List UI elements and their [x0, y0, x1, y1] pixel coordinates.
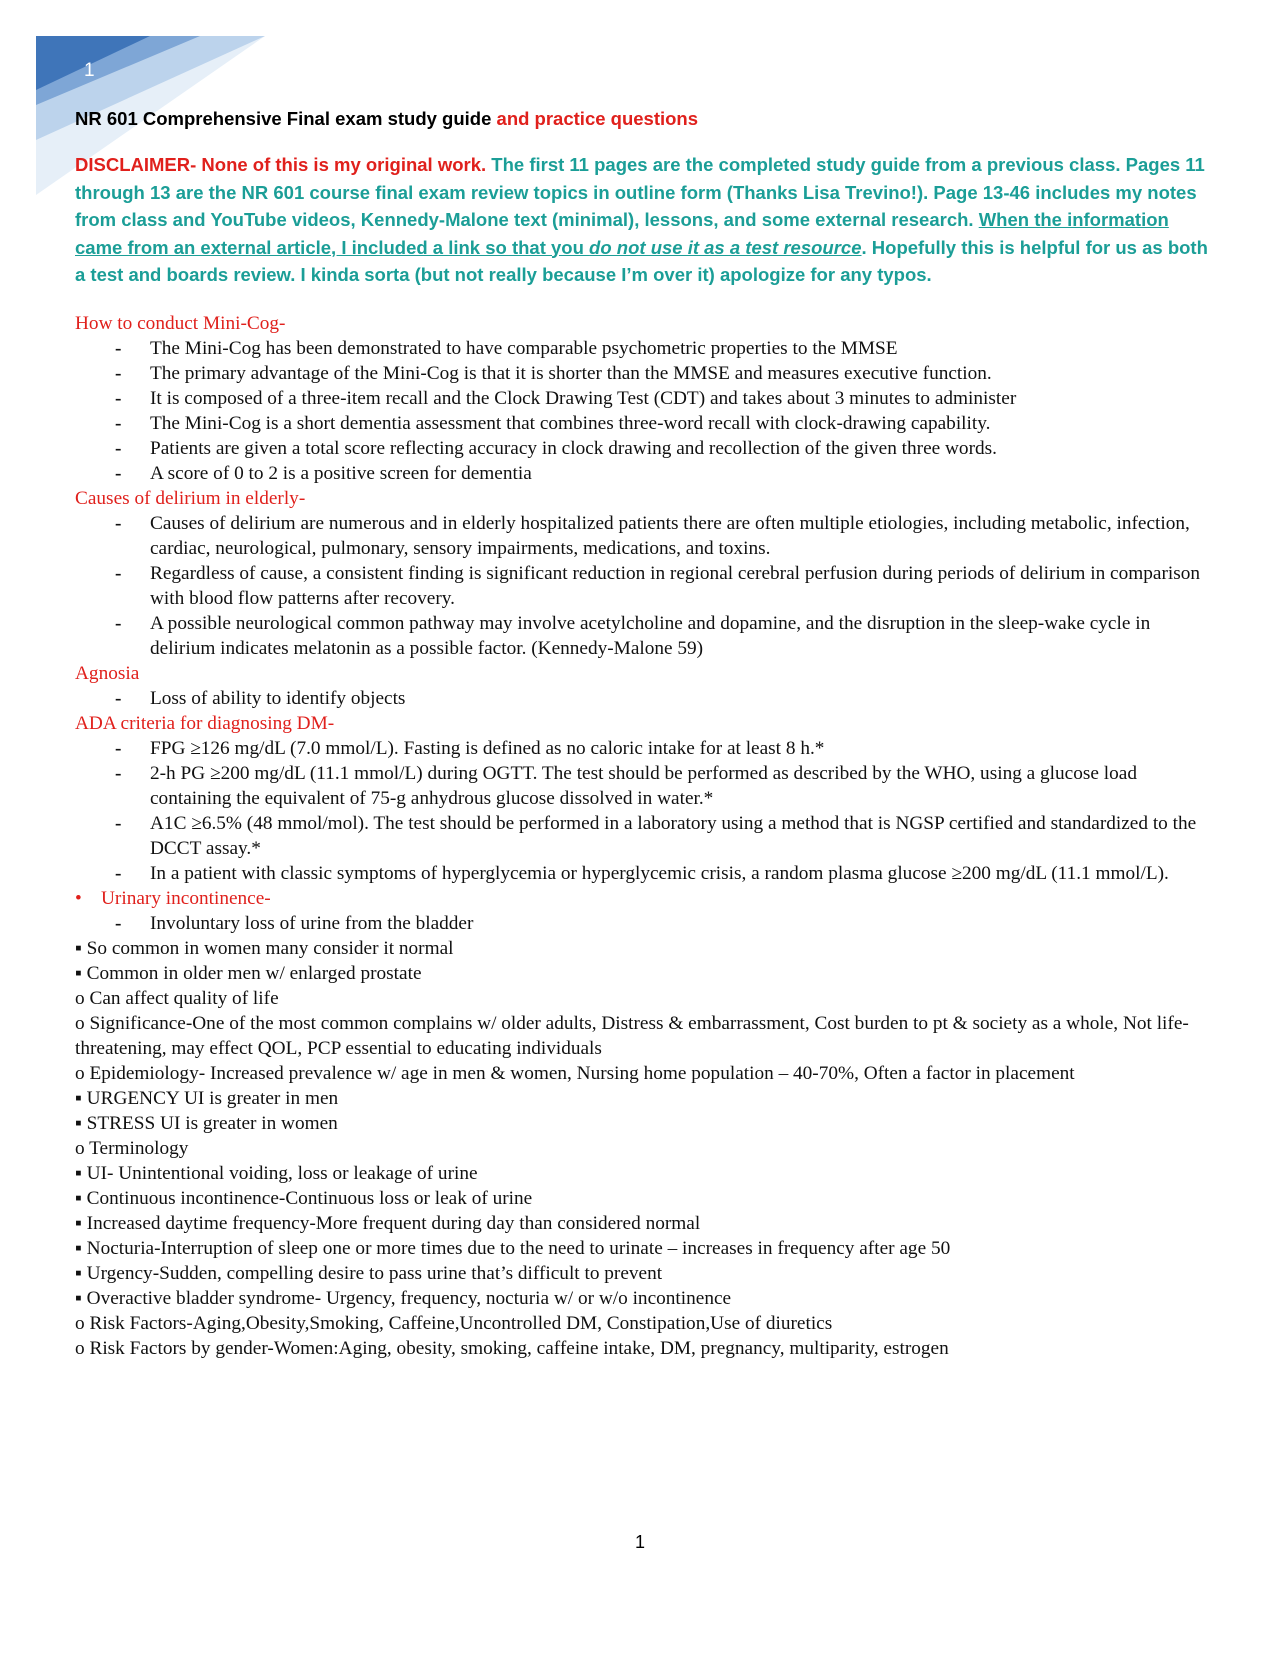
minicog-list [75, 336, 1215, 486]
bullet-icon: • [75, 887, 82, 909]
note-line: o Significance-One of the most common complains w/ older adults, Distress & embarrassment, Cost burden to pt & society as a whole, Not life-threatening, may effect QOL, PCP essential to educating individuals [75, 1012, 1189, 1059]
note-line: ▪ UI- Unintentional voiding, loss or leakage of urine [75, 1162, 478, 1184]
note-line: ▪ Increased daytime frequency-More frequent during day than considered normal [75, 1212, 701, 1234]
list-item: - Regardless of cause, a consistent finding is significant reduction in regional cerebral perfusion during periods of delirium in comparison with blood flow patterns after recovery. [75, 561, 1215, 611]
ui-list [75, 911, 1215, 936]
list-item: - A score of 0 to 2 is a positive screen for dementia [75, 461, 1215, 486]
note-line: ▪ Continuous incontinence-Continuous loss or leak of urine [75, 1187, 533, 1209]
document-body [75, 108, 1215, 1361]
ada-list [75, 736, 1215, 886]
list-item: - Involuntary loss of urine from the bladder [75, 911, 1215, 936]
footer-page-number: 1 [634, 1532, 645, 1552]
list-item: - Loss of ability to identify objects [75, 686, 1215, 711]
note-line: ▪ Nocturia-Interruption of sleep one or more times due to the need to urinate – increases in frequency after age 50 [75, 1237, 951, 1259]
note-line: ▪ Common in older men w/ enlarged prostate [75, 962, 422, 984]
note-line: o Risk Factors by gender-Women:Aging, obesity, smoking, caffeine intake, DM, pregnancy, multiparity, estrogen [75, 1337, 949, 1359]
section-heading-ui: • Urinary incontinence- [75, 887, 271, 909]
list-item: - A1C ≥6.5% (48 mmol/mol). The test should be performed in a laboratory using a method that is NGSP certified and standardized to the DCCT assay.* [75, 811, 1215, 861]
notes [75, 311, 1215, 1361]
note-line: ▪ So common in women many consider it normal [75, 937, 454, 959]
list-item: - It is composed of a three-item recall and the Clock Drawing Test (CDT) and takes about 3 minutes to administer [75, 386, 1215, 411]
agnosia-list [75, 686, 1215, 711]
section-heading-minicog: How to conduct Mini-Cog- [75, 312, 286, 334]
header-page-number: 1 [84, 60, 95, 81]
list-item: - FPG ≥126 mg/dL (7.0 mmol/L). Fasting is defined as no caloric intake for at least 8 h.* [75, 736, 1215, 761]
document-title: NR 601 Comprehensive Final exam study guide and practice questions [75, 108, 699, 129]
note-line: ▪ URGENCY UI is greater in men [75, 1087, 339, 1109]
note-line: ▪ Urgency-Sudden, compelling desire to pass urine that’s difficult to prevent [75, 1262, 663, 1284]
disclaimer: DISCLAIMER- None of this is my original work. The first 11 pages are the completed study guide from a previous class. Pages 11 through 13 are the NR 601 course final exam review topics in outline form (Thanks Lisa Trevino!). Page 13-46 includes my notes from class and YouTube videos, Kennedy-Malone text (minimal), lessons, and some external research. When the information came from an external article, I included a link so that you do not use it as a test resource. Hopefully this is helpful for us as both a test and boards review. I kinda sorta (but not really because I’m over it) apologize for any typos. [75, 154, 1208, 285]
list-item: - Causes of delirium are numerous and in elderly hospitalized patients there are often multiple etiologies, including metabolic, infection, cardiac, neurological, pulmonary, sensory impairments, medications, and toxins. [75, 511, 1215, 561]
note-line: ▪ STRESS UI is greater in women [75, 1112, 338, 1134]
list-item: - In a patient with classic symptoms of hyperglycemia or hyperglycemic crisis, a random plasma glucose ≥200 mg/dL (11.1 mmol/L). [75, 861, 1215, 886]
list-item: - 2-h PG ≥200 mg/dL (11.1 mmol/L) during OGTT. The test should be performed as described by the WHO, using a glucose load containing the equivalent of 75-g anhydrous glucose dissolved in water.* [75, 761, 1215, 811]
section-heading-agnosia: Agnosia [75, 662, 140, 684]
list-item: - The Mini-Cog has been demonstrated to have comparable psychometric properties to the MMSE [75, 336, 1215, 361]
note-line: o Epidemiology- Increased prevalence w/ age in men & women, Nursing home population – 40-70%, Often a factor in placement [75, 1062, 1075, 1084]
note-line: o Risk Factors-Aging,Obesity,Smoking, Caffeine,Uncontrolled DM, Constipation,Use of diuretics [75, 1312, 833, 1334]
list-item: - The Mini-Cog is a short dementia assessment that combines three-word recall with clock-drawing capability. [75, 411, 1215, 436]
list-item: - A possible neurological common pathway may involve acetylcholine and dopamine, and the disruption in the sleep-wake cycle in delirium indicates melatonin as a possible factor. (Kennedy-Malone 59) [75, 611, 1215, 661]
delirium-list [75, 511, 1215, 661]
list-item: - The primary advantage of the Mini-Cog is that it is shorter than the MMSE and measures executive function. [75, 361, 1215, 386]
note-line: ▪ Overactive bladder syndrome- Urgency, frequency, nocturia w/ or w/o incontinence [75, 1287, 732, 1309]
section-heading-ada: ADA criteria for diagnosing DM- [75, 712, 335, 734]
list-item: - Patients are given a total score reflecting accuracy in clock drawing and recollection of the given three words. [75, 436, 1215, 461]
section-heading-delirium: Causes of delirium in elderly- [75, 487, 306, 509]
note-line: o Can affect quality of life [75, 987, 279, 1009]
note-line: o Terminology [75, 1137, 189, 1159]
